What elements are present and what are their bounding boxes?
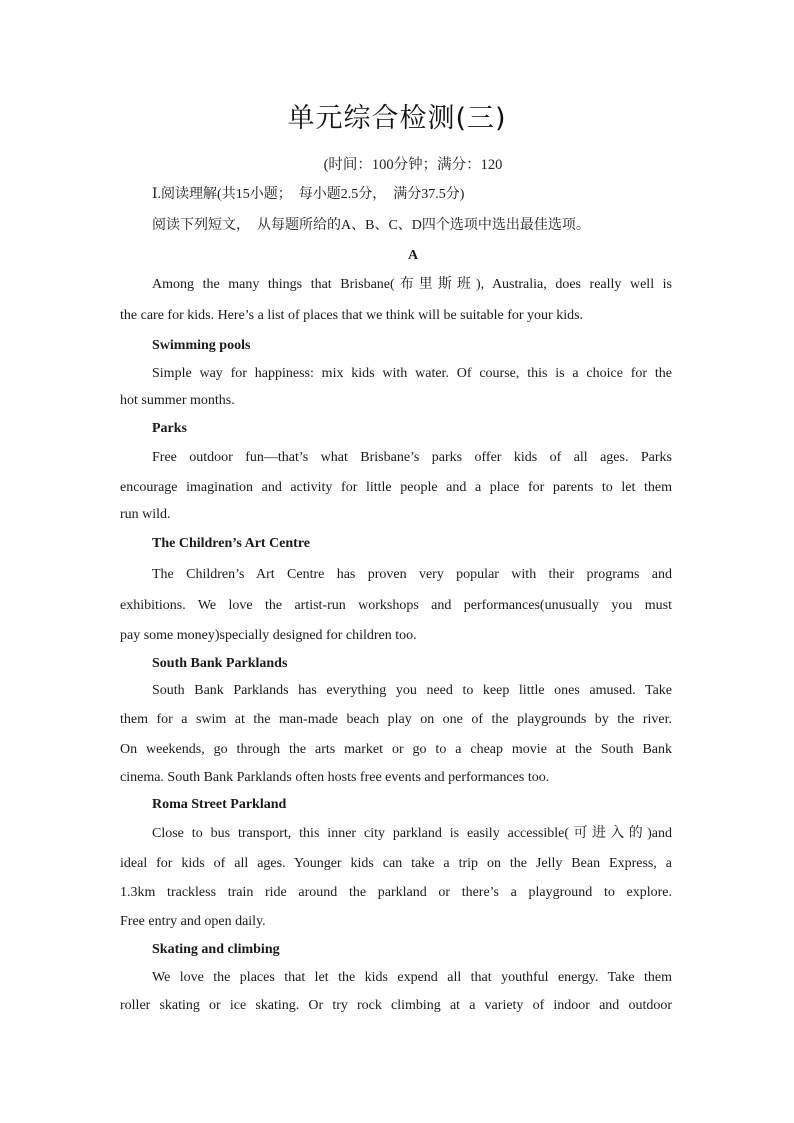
paragraph-line: On weekends, go through the arts market or go to a cheap movie at the South Bank [120, 742, 672, 757]
passage-label: A [407, 248, 419, 263]
paragraph-line: hot summer months. [120, 393, 235, 408]
paragraph-line: 1.3km trackless train ride around the parkland or there’s a playground to explore. [120, 885, 672, 900]
paragraph-line: ideal for kids of all ages. Younger kids can take a trip on the Jelly Bean Express, a [120, 856, 672, 871]
paragraph-line: exhibitions. We love the artist-run workshops and performances(unusually you must [120, 598, 672, 613]
instruction: 阅读下列短文， 从每题所给的A、B、C、D四个选项中选出最佳选项。 [152, 218, 590, 233]
section-heading-parks: Parks [152, 421, 187, 436]
exam-info: (时间：100分钟；满分：120 [323, 157, 503, 173]
section-heading-skating: Skating and climbing [152, 942, 280, 957]
paragraph-line: Among the many things that Brisbane(布里斯班), Australia, does really well is [152, 277, 672, 292]
page-title: 单元综合检测(三) [287, 103, 507, 134]
section-heading-south-bank: South Bank Parklands [152, 656, 288, 671]
paragraph-line: The Children’s Art Centre has proven very popular with their programs and [152, 567, 672, 582]
paragraph-line: pay some money)specially designed for children too. [120, 628, 417, 643]
section-heading-roma-street: Roma Street Parkland [152, 797, 287, 812]
section-heading-art-centre: The Children’s Art Centre [152, 536, 311, 551]
section-heading: Ⅰ.阅读理解(共15小题； 每小题2.5分， 满分37.5分) [152, 187, 465, 202]
paragraph-line: Close to bus transport, this inner city parkland is easily accessible(可进入的)and [152, 826, 672, 841]
paragraph-line: roller skating or ice skating. Or try rock climbing at a variety of indoor and outdoor [120, 998, 672, 1013]
paragraph-line: We love the places that let the kids expend all that youthful energy. Take them [152, 970, 672, 985]
paragraph-line: run wild. [120, 507, 171, 522]
paragraph-line: cinema. South Bank Parklands often hosts free events and performances too. [120, 770, 550, 785]
paragraph-line: Simple way for happiness: mix kids with water. Of course, this is a choice for the [152, 366, 672, 381]
paragraph-line: them for a swim at the man-made beach play on one of the playgrounds by the river. [120, 712, 672, 727]
paragraph-line: the care for kids. Here’s a list of places that we think will be suitable for your kids. [120, 308, 584, 323]
paragraph-line: Free entry and open daily. [120, 914, 266, 929]
paragraph-line: South Bank Parklands has everything you need to keep little ones amused. Take [152, 683, 672, 698]
paragraph-line: Free outdoor fun—that’s what Brisbane’s parks offer kids of all ages. Parks [152, 450, 672, 465]
section-heading-swimming-pools: Swimming pools [152, 338, 251, 353]
paragraph-line: encourage imagination and activity for little people and a place for parents to let them [120, 480, 672, 495]
